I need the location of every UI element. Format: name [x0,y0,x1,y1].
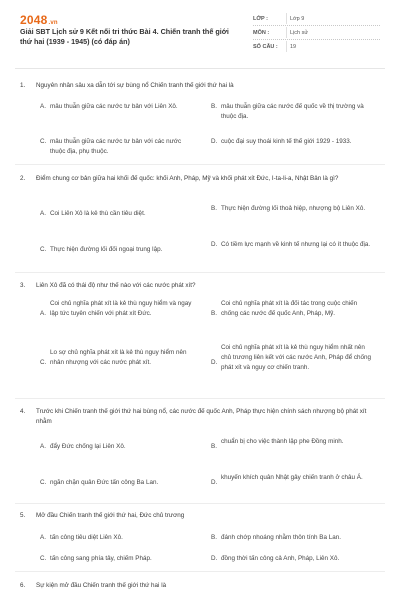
meta-row-count [253,40,380,53]
question-text: Mở đầu Chiến tranh thế giới thứ hai, Đức chủ trương [36,512,185,519]
question-text: Liên Xô đã có thái độ như thế nào với các nước phát xít? [36,282,196,289]
question-number: 2. [20,175,26,182]
meta-key: LỚP : [253,15,268,22]
header-divider [15,68,385,69]
question-text: Sự kiện mở đầu Chiến tranh thế giới thứ hai là [36,582,167,589]
meta-value: 19 [290,43,297,50]
question-text: Trước khi Chiến tranh thế giới thứ hai bùng nổ, các nước đế quốc Anh, Pháp thực hiện chính sách nhượng bộ phát xít nhằm [36,408,367,425]
question-number: 6. [20,582,26,589]
meta-value: Lịch sử [290,29,309,36]
question-text: Nguyên nhân sâu xa dẫn tới sự bùng nổ Chiến tranh thế giới thứ hai là [36,82,234,89]
question-number: 1. [20,82,26,89]
question-number: 5. [20,512,26,519]
page-header [0,0,400,60]
page: 2048.vn Giải SBT Lịch sử 9 Kết nối tri thức Bài 4. Chiến tranh thế giới thứ hai (1939 - 1945) (có đáp án) LỚP : Lớp 9 MÔN : Lịch sử SỐ CÂU : 19 1. Nguyên nhân sâu xa dẫn tới sự bùng nổ Chiến tranh thế giới thứ hai là A. mâu thuẫn giữa các nước tư bản với Liên Xô. B. mâu thuẫn giữa các nước đế quốc về thị trường và thuộc địa. C. mâu thuẫn giữa các nước tư bản với các nước thuộc địa, phụ thuộc. D. cuộc đại suy thoái kinh tế thế giới 1929 - 1933. 2. Điểm chung cơ bản giữa hai khối đế quốc: khối Anh, Pháp, Mỹ và khối phát xít Đức, I-ta-li-a, Nhật Bản là gì? A. Coi Liên Xô là kẻ thù cần tiêu diệt. B. Thực hiện đường lối thoả hiệp, nhượng bộ Liên Xô. C. Thực hiện đường lối đối ngoại trung lập. D. Có tiềm lực mạnh về kinh tế nhưng lại có ít thuộc địa. 3. Liên Xô đã có thái độ như thế nào với các nước phát xít? A. Coi chủ nghĩa phát xít là kẻ thù nguy hiểm và ngay lập tức tuyên chiến với phát xít Đức. B. Coi chủ nghĩa phát xít là đối tác trong cuộc chiến chống các nước đế quốc Anh, Pháp, Mỹ. C. Lo sợ chủ nghĩa phát xít là kẻ thù nguy hiểm nên nhân nhượng với các nước phát xít. D. Coi chủ nghĩa phát xít là kẻ thù nguy hiểm nhất nên chủ trương liên kết với các nước Anh, Pháp để chống phát xít và nguy cơ chiến tranh. 4. Trước khi Chiến tranh thế giới thứ hai bùng nổ, các nước đế quốc Anh, Pháp thực hiện chính sách nhượng bộ phát xít nhằm A. đẩy Đức chống lại Liên Xô. B. chuẩn bị cho việc thành lập phe Đồng minh. C. ngăn chặn quân Đức tấn công Ba Lan. D. khuyến khích quân Nhật gây chiến tranh ở châu Á. 5. Mở đầu Chiến tranh thế giới thứ hai, Đức chủ trương A. tấn công tiêu diệt Liên Xô. B. đánh chớp nhoáng nhằm thôn tính Ba Lan. C. tấn công sang phía tây, chiếm Pháp. D. đồng thời tấn công cả Anh, Pháp, Liên Xô. 6. Sự kiện mở đầu Chiến tranh thế giới thứ hai là [0,0,400,600]
meta-row-grade [253,12,380,26]
question-text: Điểm chung cơ bản giữa hai khối đế quốc: khối Anh, Pháp, Mỹ và khối phát xít Đức, I-ta-li-a, Nhật Bản là gì? [36,175,339,182]
page-title: Giải SBT Lịch sử 9 Kết nối tri thức Bài 4. Chiến tranh thế giới thứ hai (1939 - 1945) (có đáp án) [20,27,229,46]
meta-value: Lớp 9 [290,15,305,22]
question-number: 3. [20,282,26,289]
meta-box [253,12,380,53]
meta-key: MÔN : [253,29,270,36]
meta-row-subject [253,26,380,40]
site-logo[interactable]: 2048.vn [20,13,58,27]
question-number: 4. [20,408,26,415]
meta-key: SỐ CÂU : [253,43,278,50]
